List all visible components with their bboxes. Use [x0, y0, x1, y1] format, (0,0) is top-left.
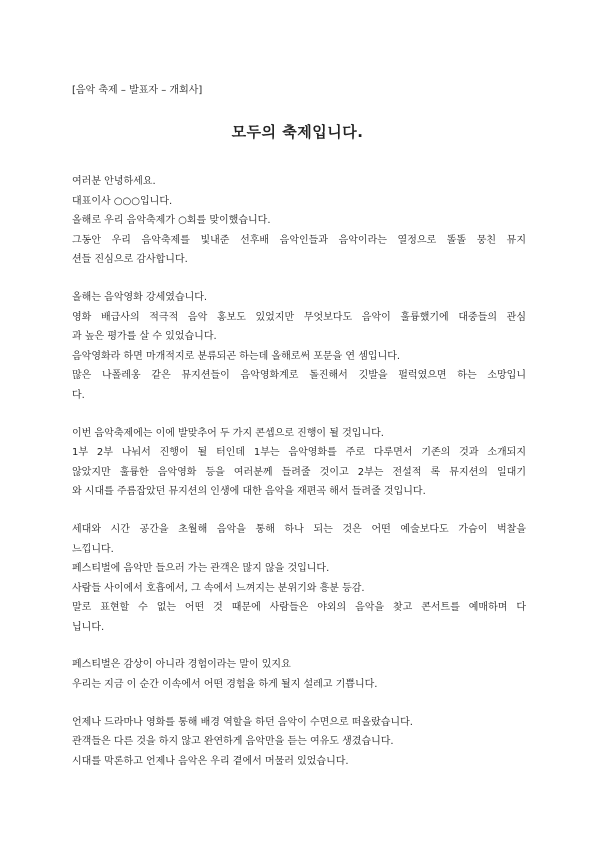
- document-title: 모두의 축제입니다.: [231, 123, 364, 141]
- text-line: 언제나 드라마나 영화를 통해 배경 역할을 하던 음악이 수면으로 떠올랐습니다.: [72, 716, 413, 728]
- text-line: 페스티벌에 음악만 들으러 가는 관객은 많지 않을 것입니다.: [72, 563, 330, 575]
- text-line: 다.: [72, 389, 85, 401]
- text-line: 대표이사 ○○○입니다.: [72, 195, 173, 207]
- text-line: 닙니다.: [72, 621, 105, 633]
- paragraph: [72, 424, 526, 502]
- text-line: 않았지만 훌륭한 음악영화 등을 여러분께 들려줄 것이고 2부는 전설적 록 뮤지션의 일대기: [72, 466, 526, 478]
- text-line: 올해로 우리 음악축제가 ○회를 맞이했습니다.: [72, 215, 271, 227]
- text-line: 여러분 안녕하세요.: [72, 176, 156, 187]
- text-line: 1부 2부 나눠서 진행이 될 터인데 1부는 음악영화를 주로 다루면서 기존의 것과 소개되지: [72, 447, 526, 459]
- text-line: 말로 표현할 수 없는 어떤 것 때문에 사람들은 야외의 음악을 찾고 콘서트를 예매하며 다: [72, 602, 526, 614]
- text-line: 음악영화라 하면 마개적지로 분류되곤 하는데 올해로써 포문을 연 셈입니다.: [72, 350, 401, 362]
- header-tag: [음악 축제 – 발표자 – 개회사]: [72, 85, 203, 96]
- text-line: 사람들 사이에서 호흡에서, 그 속에서 느껴지는 분위기와 흥분 등감.: [72, 582, 365, 594]
- text-line: 시대를 막론하고 언제나 음악은 우리 곁에서 머물러 있었습니다.: [72, 755, 349, 767]
- text-line: 와 시대를 주름잡았던 뮤지션의 인생에 대한 음악을 재편곡 해서 들려줄 것입니다.: [72, 486, 426, 498]
- text-line: 느낍니다.: [72, 543, 114, 555]
- document-body: [72, 172, 526, 789]
- paragraph: [72, 172, 526, 270]
- text-line: 과 높은 평가를 살 수 있었습니다.: [72, 331, 217, 343]
- text-line: 세대와 시간 공간을 초월해 음악을 통해 하나 되는 것은 어떤 예술보다도 가슴이 벅찰을: [72, 523, 526, 535]
- paragraph: [72, 288, 526, 406]
- text-line: 올해는 음악영화 강세였습니다.: [72, 291, 208, 303]
- text-line: 영화 배급사의 적극적 음악 홍보도 있었지만 무엇보다도 음악이 훌륭했기에 대중들의 관심: [72, 311, 526, 323]
- text-line: 우리는 지금 이 순간 이속에서 어떤 경험을 하게 될지 설레고 기쁩니다.: [72, 679, 378, 691]
- paragraph: [72, 655, 526, 694]
- text-line: 션들 진심으로 감사합니다.: [72, 254, 188, 266]
- text-line: 그동안 우리 음악축제를 빛내준 선후배 음악인들과 음악이라는 열정으로 똘똘 뭉친 뮤지: [72, 234, 526, 246]
- text-line: 관객들은 다른 것을 하지 않고 완연하게 음악만을 듣는 여유도 생겼습니다.: [72, 736, 394, 748]
- text-line: 많은 나폴레옹 같은 뮤지션들이 음악영화계로 돌진해서 깃발을 펄럭였으면 하는 소망입니: [72, 370, 526, 382]
- text-line: 이번 음악축제에는 이에 발맞추어 두 가지 콘셉으로 진행이 될 것입니다.: [72, 427, 384, 439]
- paragraph: [72, 520, 526, 638]
- text-line: 페스티벌은 감상이 아니라 경험이라는 말이 있지요: [72, 659, 291, 671]
- paragraph: [72, 713, 526, 772]
